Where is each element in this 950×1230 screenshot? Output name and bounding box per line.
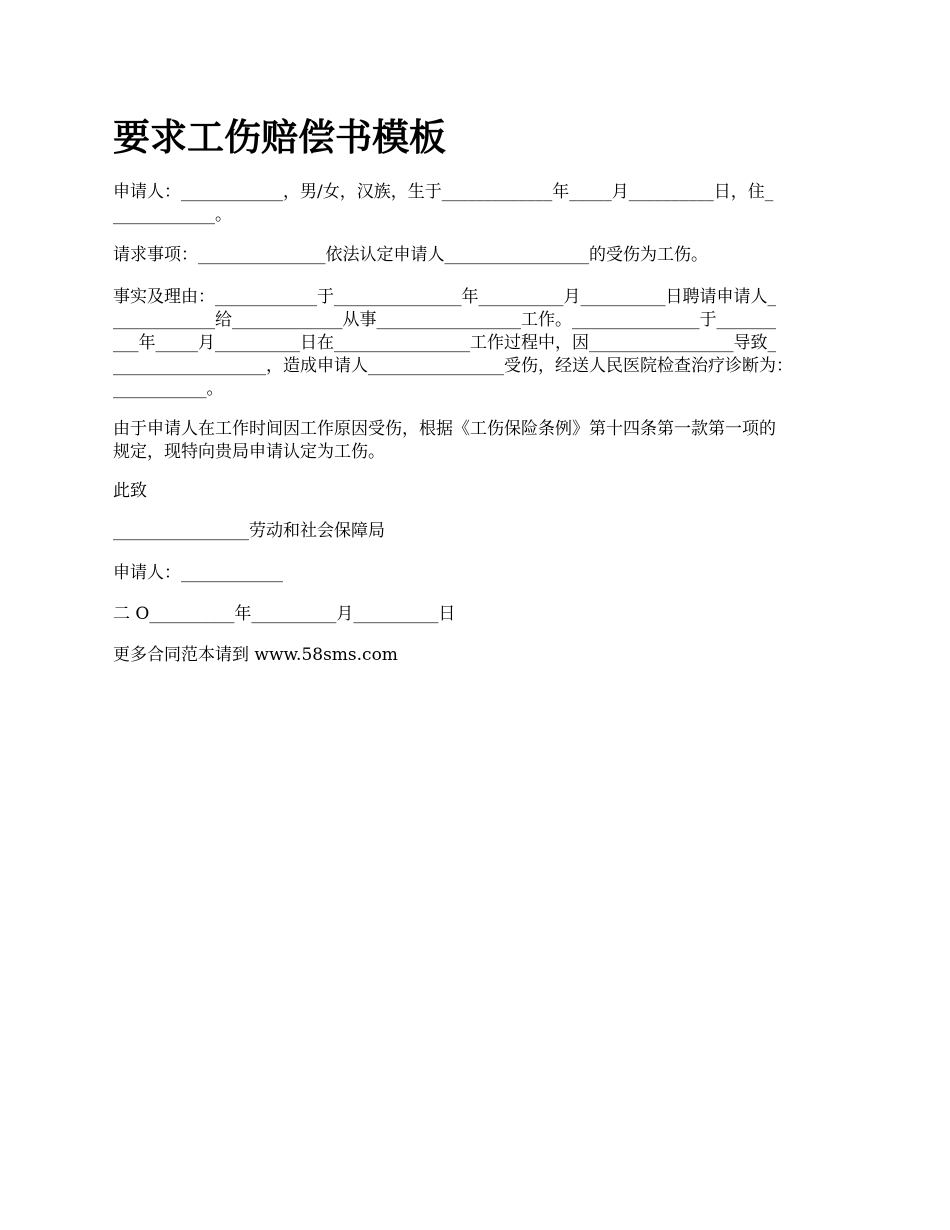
request-items-paragraph: 请求事项：_______________依法认定申请人_________________的受伤为工伤。 — [113, 245, 708, 265]
salutation: 此致 — [113, 481, 147, 501]
legal-basis-paragraph: 由于申请人在工作时间因工作原因受伤，根据《工伤保险条例》第十四条第一款第一项的 规定，现特向贵局申请认定为工伤。 — [113, 419, 776, 462]
recipient-bureau-line: ________________劳动和社会保障局 — [113, 521, 385, 541]
facts-and-reasons-paragraph: 事实及理由：____________于_______________年__________月__________日聘请申请人_ ____________给_____________从事_________________工作。_______________于_______ ___年_____月__________日在________________工作过程中，因_________________导致_ __________________，造成申请人________________受伤，经送人民医院检查治疗诊断为： ___________。 — [113, 287, 793, 399]
date-line: 二 O__________年__________月__________日 — [113, 604, 456, 624]
document-title: 要求工伤赔偿书模板 — [113, 115, 446, 159]
footer-website-text: 更多合同范本请到 www.58sms.com — [113, 645, 398, 665]
applicant-info-paragraph: 申请人：____________，男/女，汉族，生于_____________年_____月__________日，住_ ____________。 — [113, 182, 774, 225]
applicant-signature-line: 申请人：____________ — [113, 563, 283, 583]
